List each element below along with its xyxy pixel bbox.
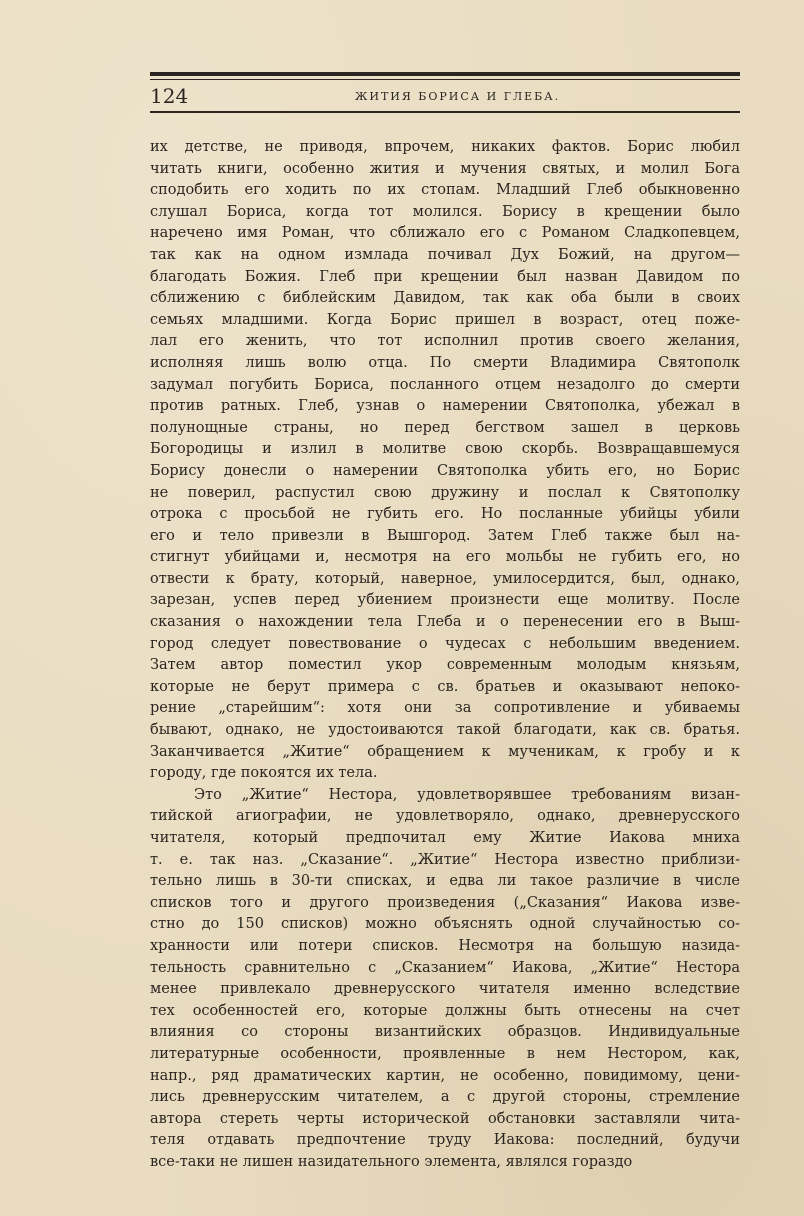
text-line: т. е. так наз. „Сказание“. „Житие“ Нестора известно приблизи- bbox=[150, 851, 740, 868]
text-line: наречено имя Роман, что сближало его с Романом Сладкопевцем, bbox=[150, 225, 740, 242]
body-text bbox=[150, 137, 740, 1174]
text-line: отрока с просьбой не губить его. Но посланные убийцы убили bbox=[150, 506, 740, 523]
header-rule-top bbox=[150, 72, 740, 76]
text-line: тельность сравнительно с „Сказанием“ Иакова, „Житие“ Нестора bbox=[150, 959, 740, 976]
page-number: 124 bbox=[150, 84, 189, 108]
text-line: исполняя лишь волю отца. По смерти Владимира Святополк bbox=[150, 354, 740, 371]
text-line: все-таки не лишен назидательного элемента, являлся гораздо bbox=[150, 1153, 633, 1170]
text-line: менее привлекало древнерусского читателя именно вследствие bbox=[150, 981, 740, 998]
running-head: ЖИТИЯ БОРИСА И ГЛЕБА. bbox=[355, 90, 561, 103]
text-line: тельно лишь в 30-ти списках, и едва ли такое различие в числе bbox=[150, 873, 740, 890]
text-line: Это „Житие“ Нестора, удовлетворявшее требованиям визан- bbox=[194, 786, 740, 803]
header-rule-top-thin bbox=[150, 79, 740, 80]
text-line: полунощные страны, но перед бегством зашел в церковь bbox=[150, 419, 740, 436]
text-line: бывают, однако, не удостоиваются такой благодати, как св. братья. bbox=[150, 722, 740, 739]
text-line: стно до 150 списков) можно объяснять одной случайностью со- bbox=[150, 916, 740, 933]
text-line: читателя, который предпочитал ему Житие Иакова мниха bbox=[150, 830, 740, 846]
text-line: влияния со стороны византийских образцов. Индивидуальные bbox=[150, 1024, 740, 1041]
text-line: слушал Бориса, когда тот молился. Борису в крещении было bbox=[150, 203, 740, 220]
text-line: Заканчивается „Житие“ обращением к мученикам, к гробу и к bbox=[150, 743, 740, 760]
paragraph bbox=[150, 785, 740, 1174]
text-line: рение „старейшим“: хотя они за сопротивление и убиваемы bbox=[150, 700, 740, 717]
text-line: Борису донесли о намерении Святополка убить его, но Борис bbox=[150, 462, 740, 479]
text-line: списков того и другого произведения („Сказания“ Иакова изве- bbox=[150, 894, 740, 911]
text-line: сказания о нахождении тела Глеба и о перенесении его в Выш- bbox=[150, 614, 740, 631]
text-line: тех особенностей его, которые должны быть отнесены на счет bbox=[150, 1002, 740, 1019]
text-line: напр., ряд драматических картин, не особенно, повидимому, цени- bbox=[150, 1067, 740, 1084]
text-line: литературные особенности, проявленные в нем Нестором, как, bbox=[150, 1045, 740, 1062]
text-line: лал его женить, что тот исполнил против своего желания, bbox=[150, 333, 740, 350]
text-line: автора стереть черты исторической обстановки заставляли чита- bbox=[150, 1110, 740, 1127]
text-line: читать книги, особенно жития и мучения святых, и молил Бога bbox=[150, 160, 740, 177]
text-line: хранности или потери списков. Несмотря на большую назида- bbox=[150, 937, 740, 954]
text-line: благодать Божия. Глеб при крещении был назван Давидом по bbox=[150, 268, 740, 285]
text-line: стигнут убийцами и, несмотря на его мольбы не губить его, но bbox=[150, 549, 740, 566]
text-line: сближению с библейским Давидом, так как оба были в своих bbox=[150, 290, 740, 307]
text-line: отвести к брату, который, наверное, умилосердится, был, однако, bbox=[150, 570, 740, 587]
text-line: город следует повествование о чудесах с небольшим введением. bbox=[150, 635, 740, 652]
text-line: тийской агиографии, не удовлетворяло, однако, древнерусского bbox=[150, 808, 740, 825]
text-line: которые не берут примера с св. братьев и оказывают непоко- bbox=[150, 678, 740, 695]
text-line: семьях младшими. Когда Борис пришел в возраст, отец поже- bbox=[150, 311, 740, 328]
text-line: его и тело привезли в Вышгород. Затем Глеб также был на- bbox=[150, 527, 740, 544]
text-line: зарезан, успев перед убиением произнести еще молитву. После bbox=[150, 592, 740, 609]
text-line: городу, где покоятся их тела. bbox=[150, 765, 378, 782]
header-rule-bottom bbox=[150, 111, 740, 113]
text-line: теля отдавать предпочтение труду Иакова: последний, будучи bbox=[150, 1132, 740, 1149]
text-line: лись древнерусским читателем, а с другой стороны, стремление bbox=[150, 1089, 740, 1106]
text-line: задумал погубить Бориса, посланного отцем незадолго до смерти bbox=[150, 376, 740, 393]
text-line: Богородицы и излил в молитве свою скорбь. Возвращавшемуся bbox=[150, 441, 740, 458]
text-line: Затем автор поместил укор современным молодым князьям, bbox=[150, 657, 740, 674]
page-header bbox=[150, 82, 740, 110]
paragraph bbox=[150, 137, 740, 785]
text-line: их детстве, не приводя, впрочем, никаких фактов. Борис любил bbox=[150, 139, 740, 155]
text-line: сподобить его ходить по их стопам. Младший Глеб обыкновенно bbox=[150, 182, 740, 199]
text-line: не поверил, распустил свою дружину и послал к Святополку bbox=[150, 484, 740, 501]
text-line: так как на одном измлада почивал Дух Божий, на другом— bbox=[150, 246, 740, 263]
text-line: против ратных. Глеб, узнав о намерении Святополка, убежал в bbox=[150, 398, 740, 415]
